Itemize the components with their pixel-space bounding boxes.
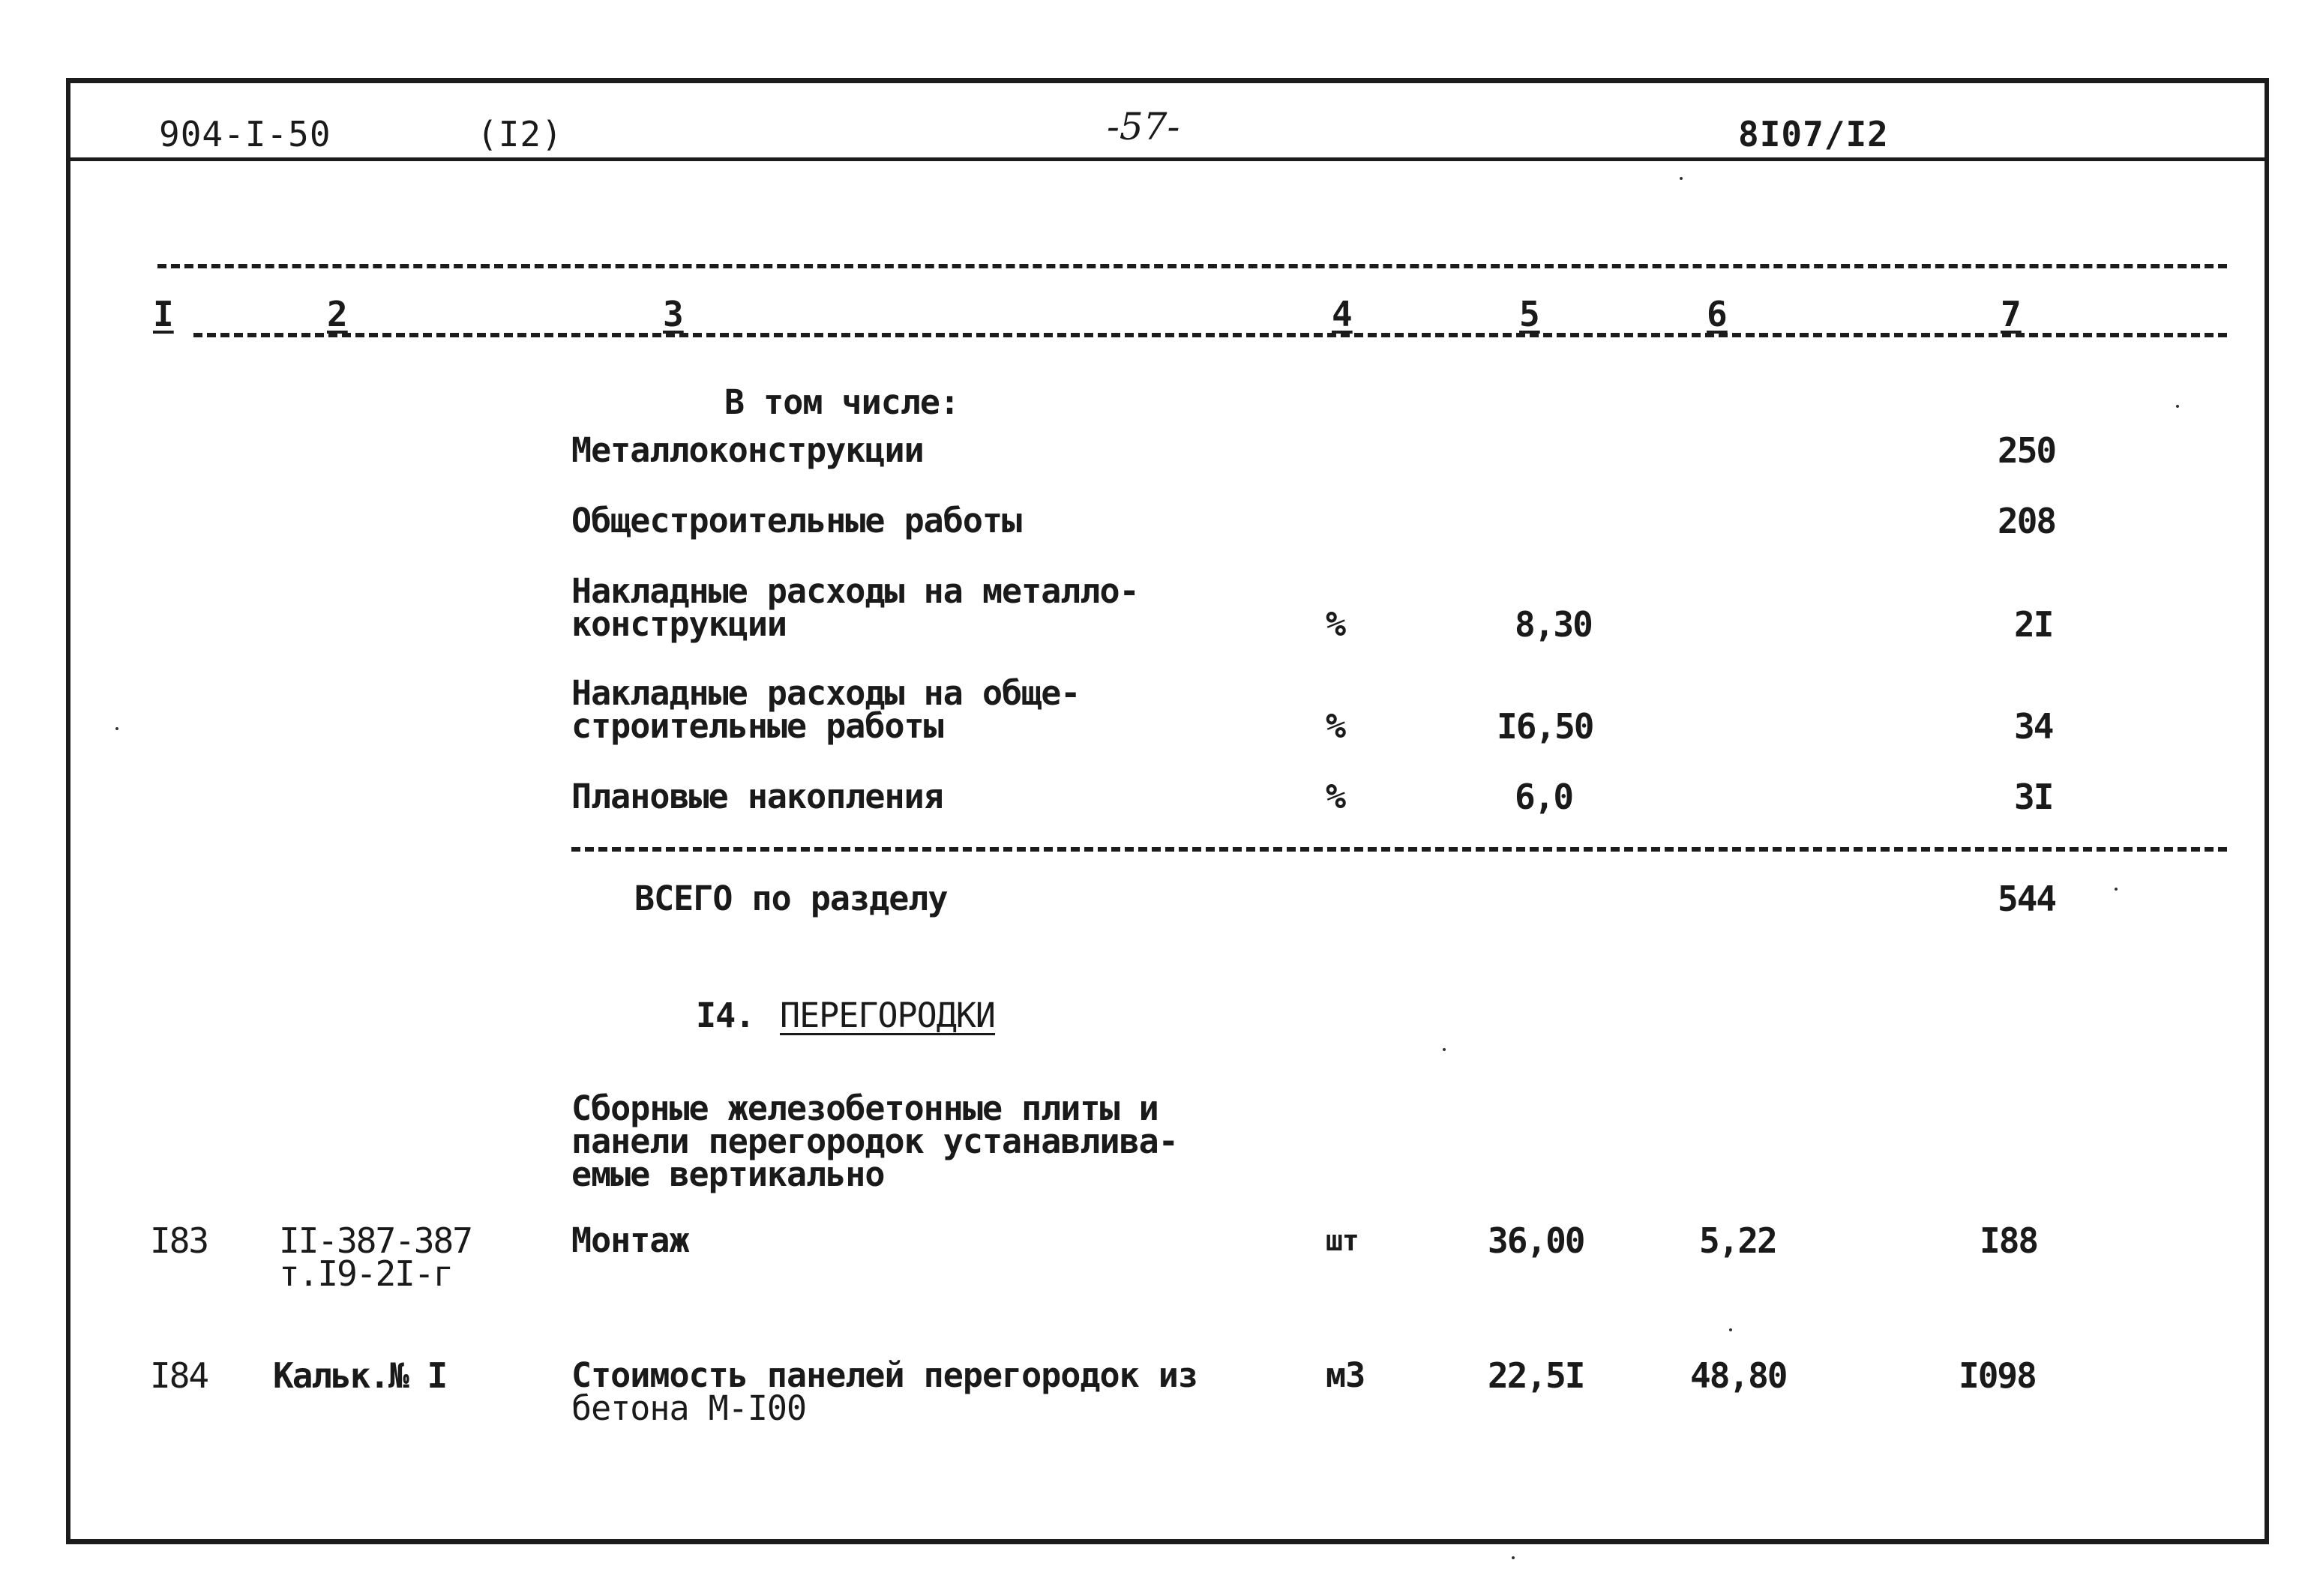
header-rule xyxy=(66,157,2269,161)
item-total: I098 xyxy=(1959,1355,2036,1396)
summary-row-qty: 6,0 xyxy=(1515,777,1573,817)
summary-row-total: 34 xyxy=(2014,706,2053,747)
item-name-line: Монтаж xyxy=(571,1220,689,1260)
scan-speck xyxy=(115,727,118,730)
section-description-line: Сборные железобетонные плиты и xyxy=(571,1088,1158,1128)
column-6-header: 6 xyxy=(1707,294,1728,334)
top-dashed-rule xyxy=(157,264,2227,268)
column-2-header: 2 xyxy=(327,294,348,334)
item-number: I84 xyxy=(150,1355,208,1396)
summary-row-name: Металлоконструкции xyxy=(571,430,924,470)
summary-row-qty: 8,30 xyxy=(1515,604,1592,645)
item-unit: шт xyxy=(1326,1224,1359,1257)
summary-row-unit: % xyxy=(1326,604,1346,644)
section-title: ПЕРЕГОРОДКИ xyxy=(780,996,996,1035)
summary-row-name-line: конструкции xyxy=(571,604,787,644)
column-1-header: I xyxy=(153,294,174,334)
scan-speck xyxy=(2176,405,2179,408)
column-5-header: 5 xyxy=(1519,294,1540,334)
summary-row-unit: % xyxy=(1326,706,1346,746)
scan-speck xyxy=(2115,888,2118,891)
section-total-value: 544 xyxy=(1998,879,2056,919)
scan-speck xyxy=(1512,1556,1515,1559)
item-reference-line: т.I9-2I-г xyxy=(279,1253,453,1294)
reference-code: 8I07/I2 xyxy=(1738,114,1889,154)
section-total-label: ВСЕГО по разделу xyxy=(634,879,948,918)
sheet-number: (I2) xyxy=(477,114,563,154)
item-name-line: Стоимость панелей перегородок из xyxy=(571,1355,1197,1395)
item-quantity: 36,00 xyxy=(1488,1220,1584,1261)
item-number: I83 xyxy=(150,1220,208,1261)
page-number: -57- xyxy=(1107,105,1180,148)
section-number: I4. xyxy=(696,996,755,1035)
item-total: I88 xyxy=(1980,1220,2038,1261)
summary-intro: В том числе: xyxy=(724,382,960,422)
item-unit: м3 xyxy=(1326,1355,1365,1395)
summary-row-unit: % xyxy=(1326,777,1346,816)
section-description-line: панели перегородок устанавлива- xyxy=(571,1121,1178,1161)
subtotal-dashed-rule xyxy=(571,847,2227,852)
page-frame xyxy=(66,78,2269,1544)
summary-row-name-line: строительные работы xyxy=(571,706,943,746)
summary-row-total: 3I xyxy=(2014,777,2053,817)
item-unit-price: 48,80 xyxy=(1690,1355,1787,1396)
summary-row-name-line: Накладные расходы на металло- xyxy=(571,571,1139,611)
summary-row-qty: I6,50 xyxy=(1497,706,1593,747)
column-4-header: 4 xyxy=(1332,294,1353,334)
scan-speck xyxy=(1729,1328,1732,1331)
scan-speck xyxy=(1443,1048,1446,1051)
summary-row-name: Плановые накопления xyxy=(571,777,943,816)
summary-row-total: 208 xyxy=(1998,501,2056,541)
summary-row-name-line: Накладные расходы на обще- xyxy=(571,673,1081,713)
column-7-header: 7 xyxy=(2001,294,2022,334)
summary-row-total: 250 xyxy=(1998,430,2056,471)
item-quantity: 22,5I xyxy=(1488,1355,1584,1396)
item-name-line: бетона М-I00 xyxy=(571,1388,807,1428)
summary-row-name: Общестроительные работы xyxy=(571,501,1022,540)
column-header-dashed-rule xyxy=(193,333,2227,337)
section-description-line: емые вертикально xyxy=(571,1154,885,1194)
item-reference-line: Кальк.№ I xyxy=(273,1355,447,1396)
scan-speck xyxy=(1680,177,1683,180)
item-unit-price: 5,22 xyxy=(1699,1220,1776,1261)
column-3-header: 3 xyxy=(663,294,684,334)
item-reference-line: II-387-387 xyxy=(279,1220,472,1261)
summary-row-total: 2I xyxy=(2014,604,2053,645)
doc-code: 904-I-50 xyxy=(159,114,331,154)
